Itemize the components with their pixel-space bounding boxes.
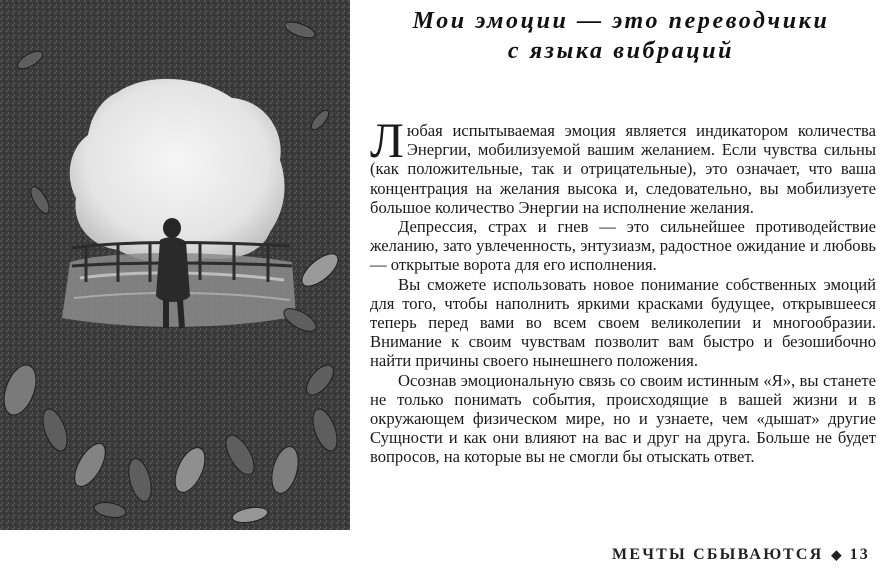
page-title	[362, 6, 880, 66]
diamond-separator-icon: ◆	[831, 547, 844, 562]
paragraph-1-text: юбая испытываемая эмоция является индикатором количества Энергии, мобилизуемой вашим желанием. Если чувства сильны (как положительные, так и отрицательные), это означает, что ваша концентрация на желания высока и, следовательно, вы мобилизуете большое количество Энергии на исполнение желания.	[370, 121, 876, 217]
illustration-watercolor	[0, 0, 350, 530]
title-line-1: Мои эмоции — это переводчики	[412, 8, 830, 34]
page-number: 13	[849, 546, 870, 563]
paragraph-2: Депрессия, страх и гнев — это сильнейшее противодействие желанию, зато увлеченность, энтузиазм, радостное ожидание и любовь — открытые ворота для его исполнения.	[370, 217, 876, 275]
drop-cap: Л	[370, 112, 404, 168]
paragraph-1	[370, 112, 876, 217]
body-text	[370, 112, 876, 467]
paragraph-3: Вы сможете использовать новое понимание собственных эмоций для того, чтобы наполнить яркими красками будущее, открывшееся теперь перед вами во всем своем великолепии и многообразии. Внимание к своим чувствам позволит вам быстро и безошибочно найти причины своего нынешнего положения.	[370, 274, 876, 371]
page-footer	[612, 546, 870, 564]
running-title: МЕЧТЫ СБЫВАЮТСЯ	[612, 546, 824, 563]
title-line-2: с языка вибраций	[507, 38, 735, 64]
illustration-figure-on-bridge	[0, 0, 350, 530]
paragraph-4: Осознав эмоциональную связь со своим истинным «Я», вы станете не только понимать события, происходящие в вашей жизни и в окружающем физическом мире, но и узнаете, чем «дышат» другие Сущности и как они влияют на вас и друг на друга. Больше не будет вопросов, на которые вы не смогли бы отыскать ответ.	[370, 370, 876, 467]
